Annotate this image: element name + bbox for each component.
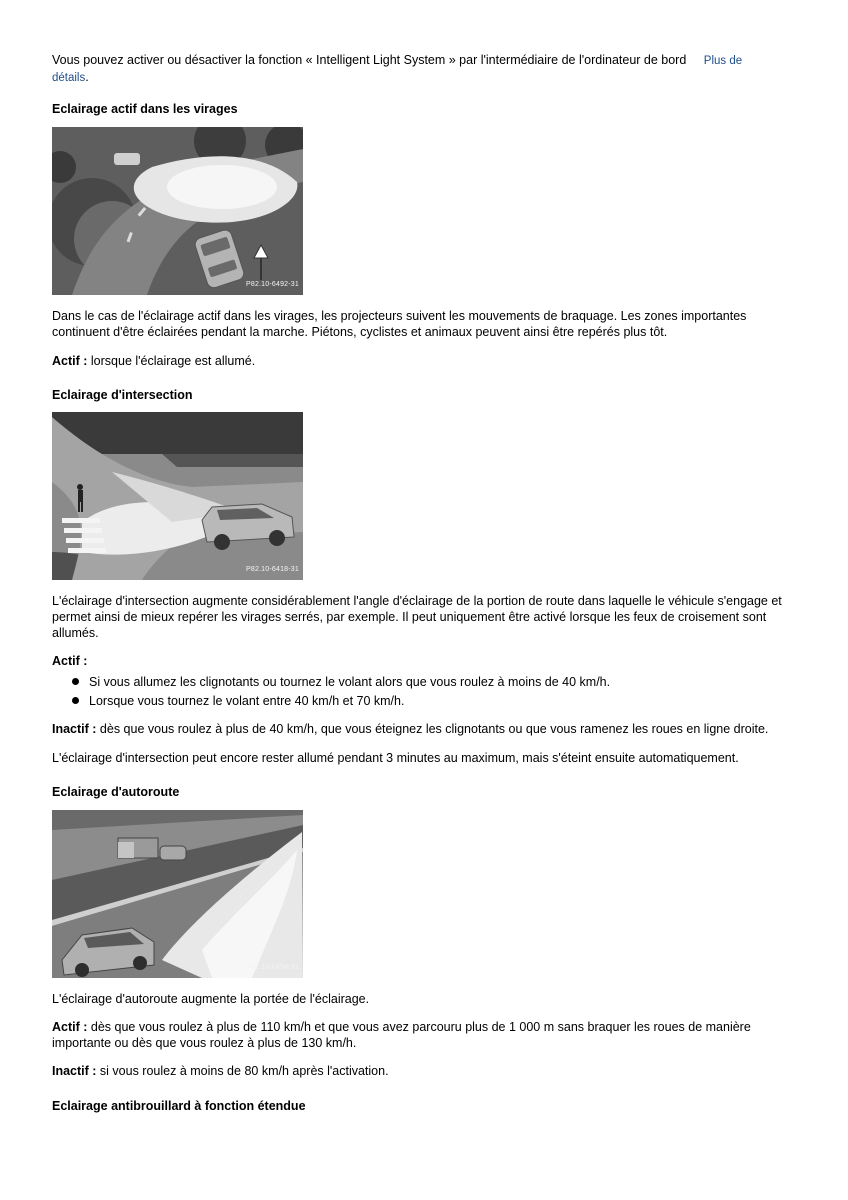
- intersection-active-label: Actif :: [52, 654, 88, 668]
- bullet-icon: [72, 678, 79, 685]
- details-link[interactable]: Plus de: [703, 55, 743, 67]
- bullet-icon: [72, 697, 79, 704]
- intersection-lighting-description: L'éclairage d'intersection augmente considérablement l'angle d'éclairage de la portion de route dans laquelle le véhicule s'engage et permet ainsi de mieux repérer les virages serrés, par exemple. Il peut uniquement être activé lorsque les feux de croisement sont allumés.: [52, 594, 782, 640]
- actif-label: Actif :: [52, 354, 88, 368]
- highway-active: Actif : dès que vous roulez à plus de 110 km/h et que vous avez parcouru plus de 1 000 m sans braquer les roues de manière importante ou dès que vous roulez à plus de 130 km/h.: [52, 1020, 751, 1050]
- section-heading-fog-lighting: Eclairage antibrouillard à fonction étendue: [52, 1099, 306, 1113]
- intro-paragraph: Vous pouvez activer ou désactiver la fonction « Intelligent Light System » par l'intermédiaire de l'ordinateur de bord Plus de détails.: [52, 53, 743, 84]
- curve-lighting-illustration: [52, 127, 303, 295]
- intersection-lighting-illustration: [52, 412, 303, 580]
- figure-code: P82.10-6418-31: [245, 566, 299, 573]
- curve-lighting-description: Dans le cas de l'éclairage actif dans les virages, les projecteurs suivent les mouvements de braquage. Les zones importantes continuent d'être éclairées pendant la marche. Piétons, cyclistes et animaux peuvent ainsi être repérés plus tôt.: [52, 309, 747, 339]
- highway-lighting-description: L'éclairage d'autoroute augmente la portée de l'éclairage.: [52, 992, 370, 1006]
- figure-code: P82.10-6492-31: [245, 281, 299, 288]
- highway-lighting-illustration: [52, 810, 303, 978]
- details-link-continued[interactable]: détails: [52, 72, 86, 84]
- intersection-duration-note: L'éclairage d'intersection peut encore rester allumé pendant 3 minutes au maximum, mais s'éteint ensuite automatiquement.: [52, 751, 739, 765]
- section-heading-highway-lighting: Eclairage d'autoroute: [52, 785, 180, 799]
- list-item: Si vous allumez les clignotants ou tournez le volant alors que vous roulez à moins de 40 km/h.: [52, 674, 792, 693]
- figure-code: P82.10-6494-31: [245, 964, 299, 971]
- curve-lighting-active: Actif : lorsque l'éclairage est allumé.: [52, 354, 256, 368]
- section-heading-curve-lighting: Eclairage actif dans les virages: [52, 102, 238, 116]
- highway-inactive: Inactif : si vous roulez à moins de 80 km/h après l'activation.: [52, 1064, 389, 1078]
- intro-text: Vous pouvez activer ou désactiver la fonction « Intelligent Light System » par l'intermédiaire de l'ordinateur de bord: [52, 53, 687, 67]
- intersection-inactive: Inactif : dès que vous roulez à plus de 40 km/h, que vous éteignez les clignotants ou que vous ramenez les roues en ligne droite.: [52, 722, 769, 736]
- intersection-active-conditions: [52, 674, 792, 712]
- list-item: Lorsque vous tournez le volant entre 40 km/h et 70 km/h.: [52, 693, 792, 712]
- section-heading-intersection-lighting: Eclairage d'intersection: [52, 388, 193, 402]
